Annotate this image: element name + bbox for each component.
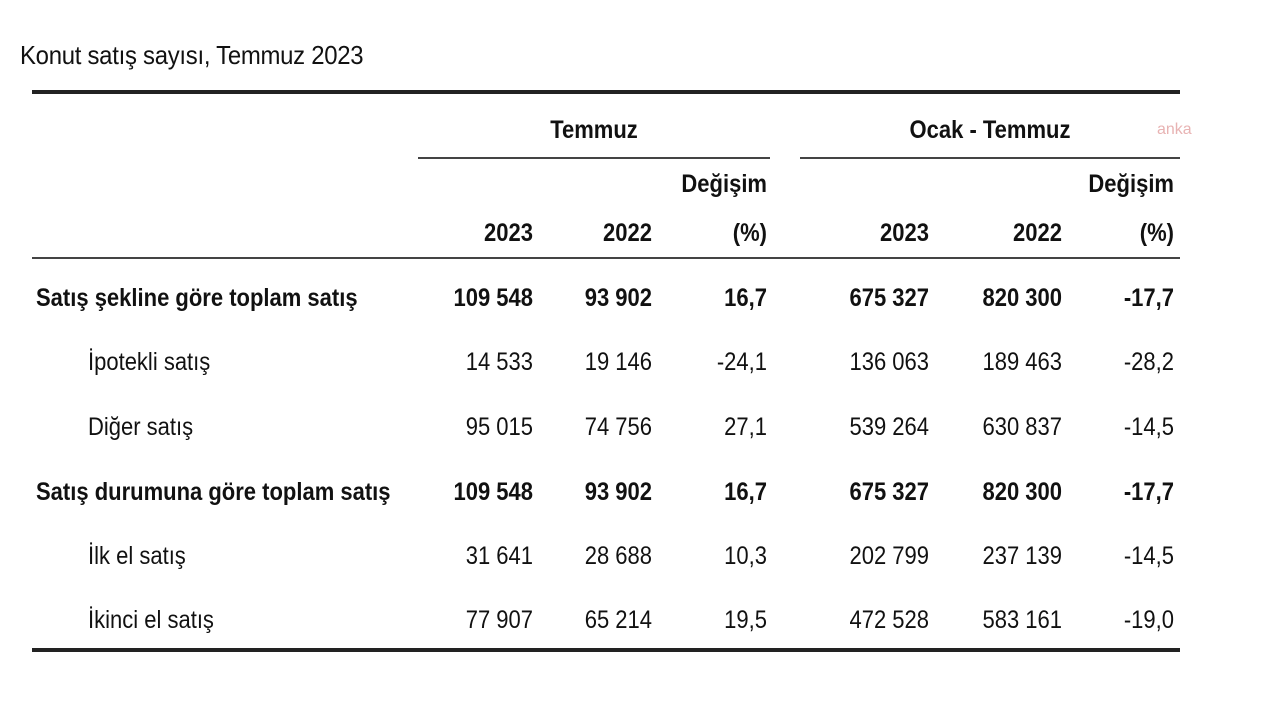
cell-value: 675 327 <box>849 478 929 506</box>
cell-value: 16,7 <box>724 284 767 312</box>
cell-value: 202 799 <box>849 542 929 570</box>
cell-value: 136 063 <box>849 348 929 376</box>
year-header-ocak-temmuz-2022: 2022 <box>1013 219 1062 247</box>
cell-value: 65 214 <box>584 606 652 634</box>
cell-value: 74 756 <box>584 413 652 441</box>
change-header-temmuz: Değişim <box>681 170 767 198</box>
cell-value: -19,0 <box>1123 606 1174 634</box>
cell-value: 630 837 <box>982 413 1062 441</box>
cell-value: 820 300 <box>982 284 1062 312</box>
cell-value: 109 548 <box>453 284 533 312</box>
cell-value: 10,3 <box>724 542 767 570</box>
row-label-ilk-el: İlk el satış <box>88 542 186 570</box>
cell-value: 77 907 <box>465 606 533 634</box>
change-unit-ocak-temmuz: (%) <box>1139 219 1174 247</box>
cell-value: 19 146 <box>584 348 652 376</box>
cell-value: 28 688 <box>584 542 652 570</box>
cell-value: 583 161 <box>982 606 1062 634</box>
cell-value: -28,2 <box>1123 348 1174 376</box>
group-rule-temmuz <box>418 157 770 159</box>
cell-value: -17,7 <box>1123 478 1174 506</box>
row-label-ikinci-el: İkinci el satış <box>88 606 214 634</box>
bottom-rule <box>32 648 1180 652</box>
group-header-temmuz: Temmuz <box>550 116 638 144</box>
row-label-durum-toplam: Satış durumuna göre toplam satış <box>36 478 391 506</box>
cell-value: 237 139 <box>982 542 1062 570</box>
row-label-diger: Diğer satış <box>88 413 194 441</box>
change-header-ocak-temmuz: Değişim <box>1088 170 1174 198</box>
year-header-temmuz-2022: 2022 <box>603 219 652 247</box>
cell-value: -24,1 <box>716 348 767 376</box>
cell-value: 189 463 <box>982 348 1062 376</box>
group-rule-ocak-temmuz <box>800 157 1180 159</box>
cell-value: 93 902 <box>584 284 652 312</box>
change-unit-temmuz: (%) <box>732 219 767 247</box>
cell-value: 472 528 <box>849 606 929 634</box>
year-header-ocak-temmuz-2023: 2023 <box>880 219 929 247</box>
watermark-logo: anka <box>1157 121 1192 138</box>
cell-value: 109 548 <box>453 478 533 506</box>
cell-value: -14,5 <box>1123 542 1174 570</box>
cell-value: 820 300 <box>982 478 1062 506</box>
cell-value: -17,7 <box>1123 284 1174 312</box>
cell-value: 19,5 <box>724 606 767 634</box>
cell-value: 14 533 <box>465 348 533 376</box>
cell-value: 95 015 <box>465 413 533 441</box>
cell-value: -14,5 <box>1123 413 1174 441</box>
cell-value: 16,7 <box>724 478 767 506</box>
cell-value: 675 327 <box>849 284 929 312</box>
top-rule <box>32 90 1180 94</box>
cell-value: 27,1 <box>724 413 767 441</box>
row-label-ipotekli: İpotekli satış <box>88 348 211 376</box>
cell-value: 31 641 <box>465 542 533 570</box>
header-rule <box>32 257 1180 259</box>
row-label-sekil-toplam: Satış şekline göre toplam satış <box>36 284 358 312</box>
group-header-ocak-temmuz: Ocak - Temmuz <box>909 116 1071 144</box>
table-title: Konut satış sayısı, Temmuz 2023 <box>20 40 364 70</box>
year-header-temmuz-2023: 2023 <box>484 219 533 247</box>
cell-value: 539 264 <box>849 413 929 441</box>
cell-value: 93 902 <box>584 478 652 506</box>
